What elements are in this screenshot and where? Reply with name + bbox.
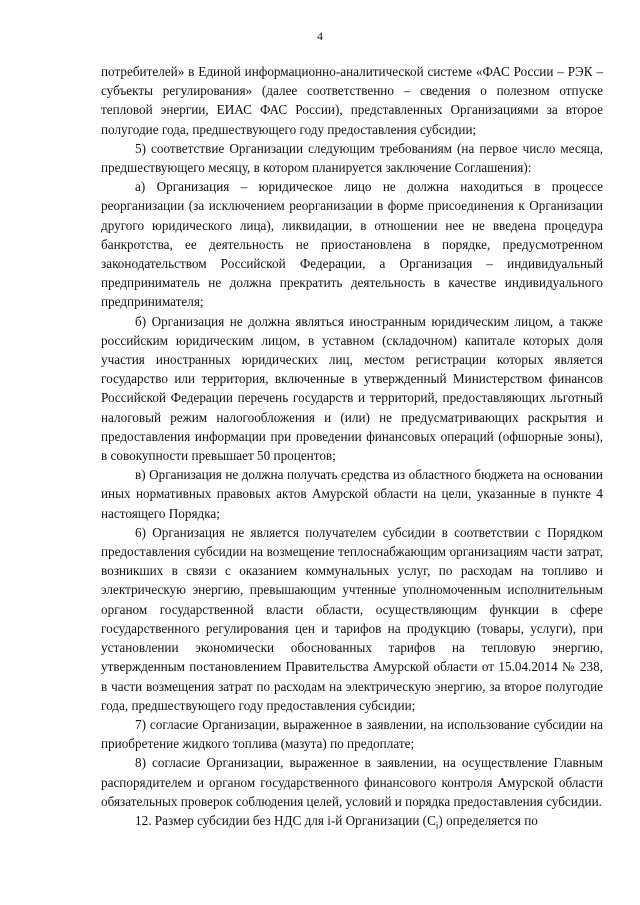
paragraph-item-5a: а) Организация – юридическое лицо не должна находиться в процессе реорганизации (за исключением реорганизации в форме присоединения к Организации другого юридического лица), ликвидации, в отношении нее не введена процедура банкротства, ее деятельность не приостановлена в порядке, предусмотренном законодательством Российской Федерации, а Организация – индивидуальный предприниматель не должна прекратить деятельность в качестве индивидуального предпринимателя; xyxy=(101,179,603,310)
paragraph-item-6: 6) Организация не является получателем субсидии в соответствии с Порядком предоставления субсидии на возмещение теплоснабжающим организациям части затрат, возникших в связи с оказанием коммунальных услуг, по расходам на топливо и электрическую энергию, превышающим учтенные уполномоченным исполнительным органом государственной власти области, осуществляющим функции в сфере государственного регулирования цен и тарифов на продукцию (товары, услуги), при установлении экономически обоснованных тарифов на тепловую энергию, утвержденным постановлением Правительства Амурской области от 15.04.2014 № 238, в части возмещения затрат по расходам на электрическую энергию, за второе полугодие года, предшествующего году предоставления субсидии; xyxy=(101,524,603,713)
paragraph-12-subscript: i xyxy=(435,820,439,831)
paragraph-item-5: 5) соответствие Организации следующим требованиям (на первое число месяца, предшествующего месяцу, в котором планируется заключение Соглашения): xyxy=(101,140,603,176)
paragraph-item-5v: в) Организация не должна получать средства из областного бюджета на основании иных нормативных правовых актов Амурской области на цели, указанные в пункте 4 настоящего Порядка; xyxy=(101,467,603,521)
paragraph-item-7: 7) согласие Организации, выраженное в заявлении, на использование субсидии на приобретение жидкого топлива (мазута) по предоплате; xyxy=(101,716,603,752)
paragraph-item-5b: б) Организация не должна являться иностранным юридическим лицом, а также российским юридическим лицом, в уставном (складочном) капитале которых доля участия иностранных юридических лиц, местом регистрации которых является государство или территория, включенные в утвержденный Министерством финансов Российской Федерации перечень государств и территорий, предоставляющих льготный налоговый режим налогообложения и (или) не предусматривающих раскрытия и предоставления информации при проведении финансовых операций (офшорные зоны), в совокупности превышает 50 процентов; xyxy=(101,313,603,464)
paragraph-12-text-before: 12. Размер субсидии без НДС для i-й Организации (C xyxy=(135,812,436,828)
page-number: 4 xyxy=(317,29,323,43)
paragraph-item-12 xyxy=(101,811,603,830)
paragraph-item-8: 8) согласие Организации, выраженное в заявлении, на осуществление Главным распорядителем и органом государственного финансового контроля Амурской области обязательных проверок соблюдения целей, условий и порядка предоставления субсидии. xyxy=(101,755,603,809)
paragraph-continuation: потребителей» в Единой информационно-аналитической системе «ФАС России – РЭК – субъекты регулирования» (далее соответственно – сведения о полезном отпуске тепловой энергии, ЕИАС ФАС России), представленных Организациями за второе полугодие года, предшествующего году предоставления субсидии; xyxy=(101,64,603,137)
paragraph-12-text-after: ) определяется по xyxy=(438,812,538,828)
